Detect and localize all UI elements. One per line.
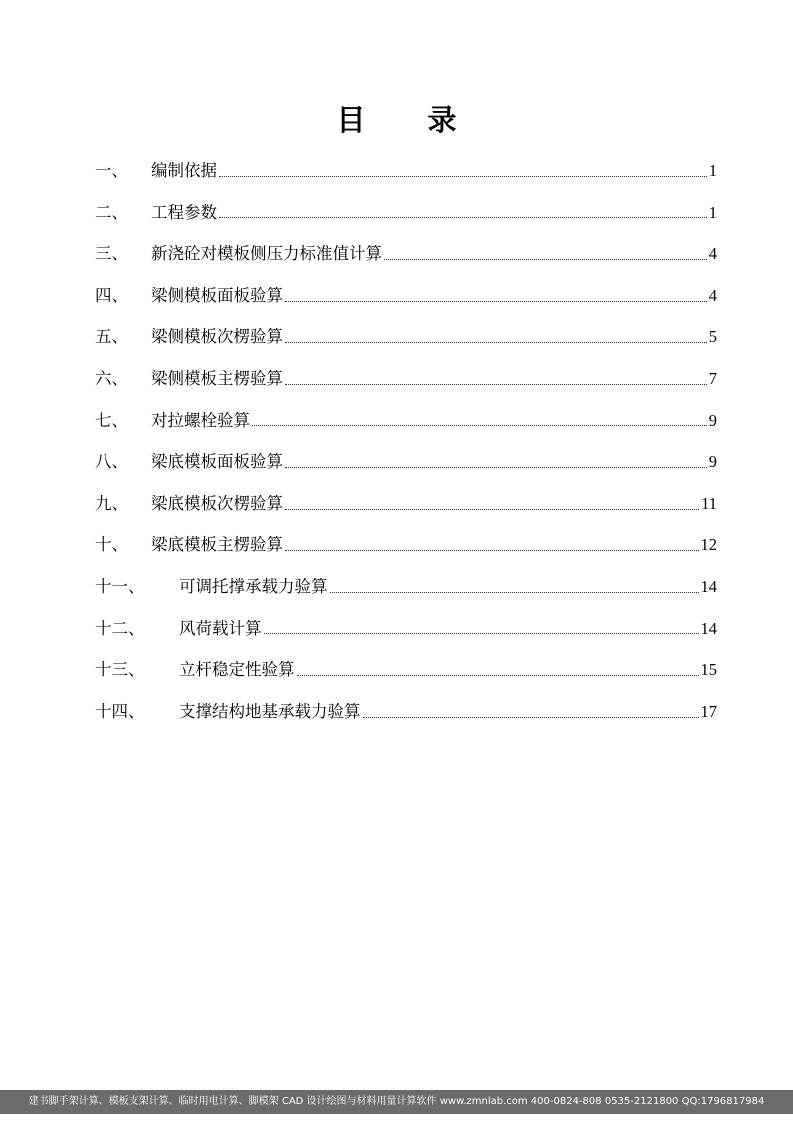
- toc-dot-leader: [285, 341, 707, 343]
- page-title: [0, 98, 793, 139]
- toc-number: 六、: [95, 368, 128, 388]
- toc-entry[interactable]: [95, 316, 717, 358]
- toc-entry[interactable]: [95, 649, 717, 691]
- toc-dot-leader: [363, 716, 699, 718]
- toc-entry[interactable]: [95, 150, 717, 192]
- toc-page-number: 17: [700, 701, 717, 721]
- toc-entry[interactable]: [95, 441, 717, 483]
- toc-dot-leader: [285, 508, 699, 510]
- footer-banner: 建书脚手架计算、模板支架计算、临时用电计算、脚模架 CAD 设计绘图与材料用量计算软件 www.zmnlab.com 400-0824-808 0535-2121800 QQ:1796817984: [0, 1090, 793, 1114]
- title-char-right: 录: [427, 103, 457, 137]
- toc-entry[interactable]: [95, 400, 717, 442]
- toc-title: 编制依据: [151, 161, 217, 180]
- toc-page-number: 5: [708, 327, 717, 347]
- toc-page-number: 15: [700, 660, 717, 680]
- toc-number: 十、: [95, 535, 128, 555]
- toc-title: 梁侧模板面板验算: [151, 285, 283, 305]
- toc-page-number: 1: [708, 161, 717, 180]
- toc-number: 十二、: [95, 618, 145, 638]
- toc-dot-leader: [285, 466, 707, 468]
- toc-entry[interactable]: [95, 524, 717, 566]
- toc-entry[interactable]: [95, 358, 717, 400]
- toc-title: 支撑结构地基承载力验算: [179, 701, 361, 721]
- toc-title: 梁底模板次楞验算: [151, 493, 283, 513]
- toc-page-number: 1: [708, 202, 717, 222]
- toc-entry[interactable]: [95, 192, 717, 234]
- toc-dot-leader: [252, 424, 707, 426]
- toc-page-number: 11: [701, 493, 717, 513]
- toc-title: 新浇砼对模板侧压力标准值计算: [151, 244, 382, 264]
- toc-dot-leader: [264, 632, 699, 634]
- toc-number: 五、: [95, 327, 128, 347]
- toc-page-number: 9: [708, 410, 717, 430]
- toc-dot-leader: [330, 591, 699, 593]
- toc-title: 梁侧模板主楞验算: [151, 368, 283, 388]
- toc-page-number: 7: [708, 368, 717, 388]
- toc-number: 七、: [95, 410, 128, 430]
- table-of-contents: [95, 150, 717, 732]
- toc-page-number: 12: [700, 535, 717, 555]
- toc-title: 立杆稳定性验算: [179, 660, 295, 680]
- title-char-left: 目: [336, 103, 366, 137]
- toc-dot-leader: [285, 383, 707, 385]
- toc-entry[interactable]: [95, 566, 717, 608]
- toc-entry[interactable]: [95, 608, 717, 650]
- toc-number: 一、: [95, 161, 128, 180]
- toc-number: 十四、: [95, 701, 145, 721]
- toc-title: 对拉螺栓验算: [151, 410, 250, 430]
- toc-number: 九、: [95, 493, 128, 513]
- toc-number: 四、: [95, 285, 128, 305]
- toc-title: 梁底模板主楞验算: [151, 535, 283, 555]
- toc-dot-leader: [384, 258, 707, 260]
- toc-page-number: 4: [708, 285, 717, 305]
- toc-entry[interactable]: [95, 483, 717, 525]
- toc-page-number: 14: [700, 576, 717, 596]
- toc-title: 可调托撑承载力验算: [179, 576, 328, 596]
- toc-entry[interactable]: [95, 275, 717, 317]
- toc-number: 十三、: [95, 660, 145, 680]
- toc-dot-leader: [219, 175, 707, 177]
- toc-page-number: 14: [700, 618, 717, 638]
- toc-entry[interactable]: [95, 233, 717, 275]
- toc-page-number: 4: [708, 244, 717, 264]
- toc-title: 风荷载计算: [179, 618, 262, 638]
- toc-dot-leader: [285, 549, 699, 551]
- toc-number: 二、: [95, 202, 128, 222]
- toc-number: 十一、: [95, 576, 145, 596]
- toc-page-number: 9: [708, 452, 717, 472]
- toc-number: 三、: [95, 244, 128, 264]
- toc-dot-leader: [285, 300, 707, 302]
- toc-dot-leader: [297, 674, 699, 676]
- toc-entry[interactable]: [95, 691, 717, 733]
- toc-dot-leader: [219, 216, 707, 218]
- toc-title: 工程参数: [151, 202, 217, 222]
- toc-title: 梁侧模板次楞验算: [151, 327, 283, 347]
- toc-title: 梁底模板面板验算: [151, 452, 283, 472]
- toc-number: 八、: [95, 452, 128, 472]
